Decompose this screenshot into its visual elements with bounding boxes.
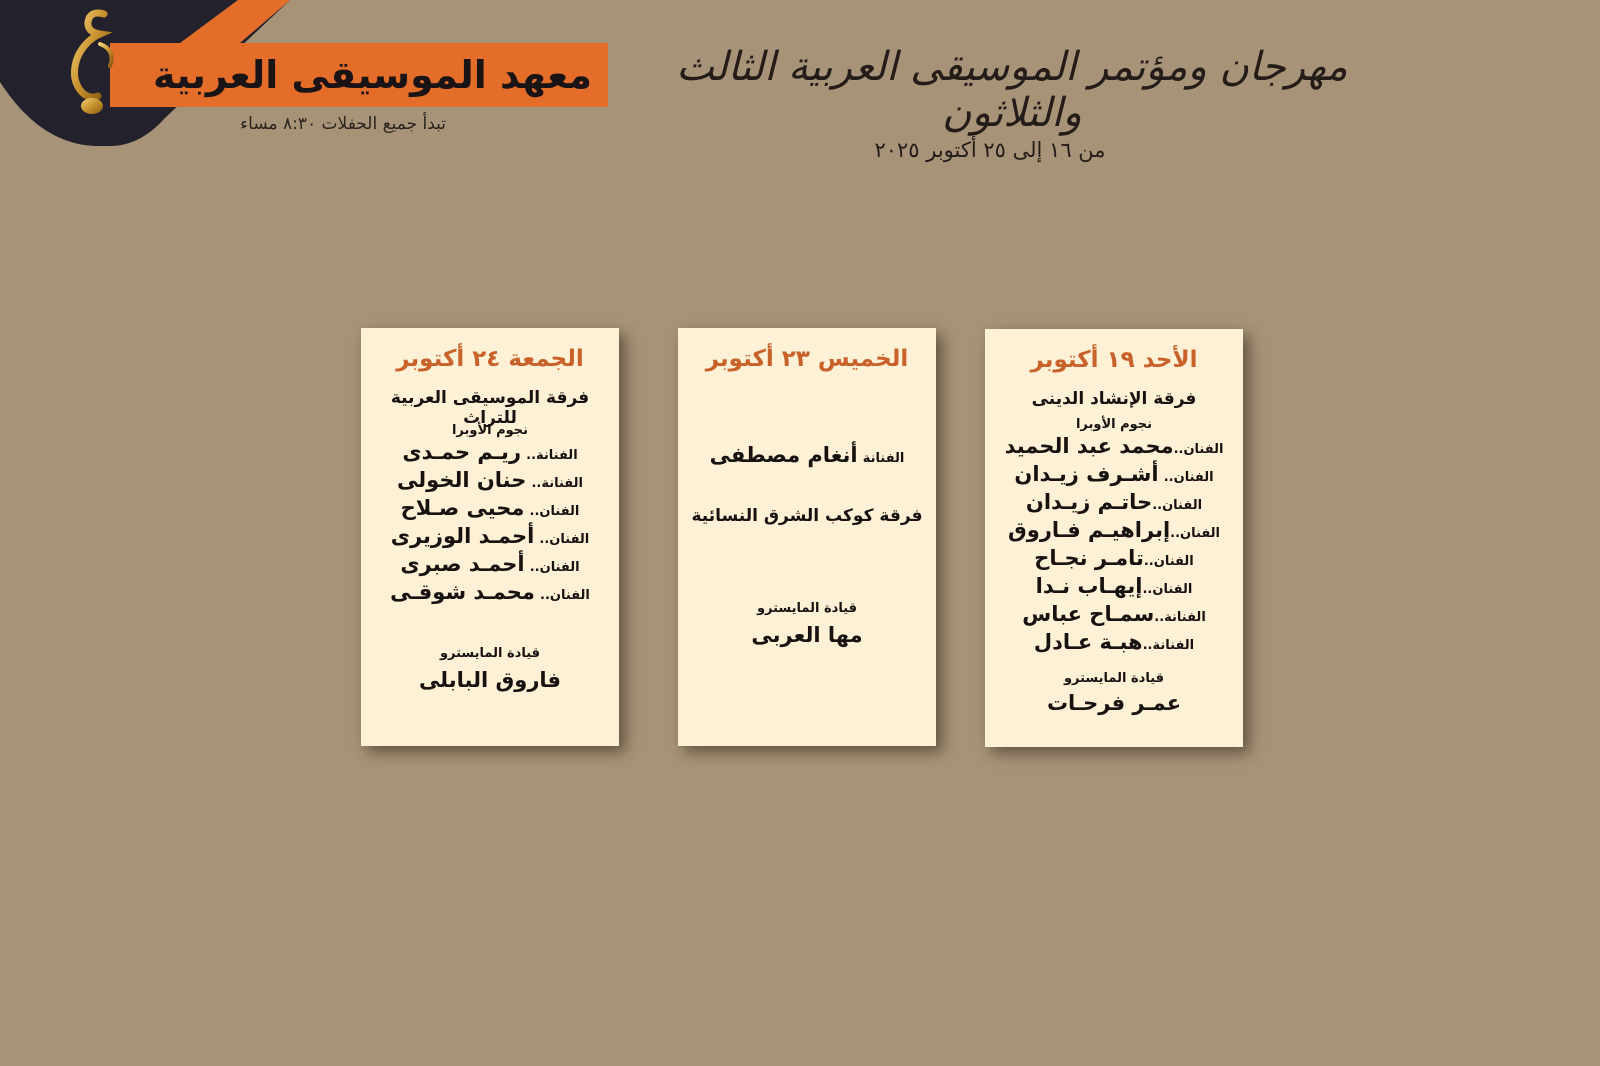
ensemble-name: فرقة كوكب الشرق النسائية xyxy=(691,506,923,526)
start-time-note: تبدأ جميع الحفلات ٨:٣٠ مساء xyxy=(240,114,446,134)
maestro-label: قيادة المايسترو xyxy=(756,601,858,616)
artist-line: الفنان..إيهـاب نـدا xyxy=(1035,574,1193,598)
artist-line: الفنان.. أشـرف زيـدان xyxy=(1014,462,1214,486)
concert-card-friday xyxy=(361,328,619,746)
card-subheading: نجوم الأوبرا xyxy=(451,423,529,438)
org-title: معهد الموسيقى العربية xyxy=(153,53,592,97)
festival-dates: من ١٦ إلى ٢٥ أكتوبر ٢٠٢٥ xyxy=(874,138,1106,162)
maestro-name: فاروق البابلى xyxy=(418,668,562,692)
artist-line: الفنان.. أحمـد صبرى xyxy=(400,552,580,576)
card-subheading: نجوم الأوبرا xyxy=(1075,417,1153,432)
artist-line: الفنان..تامـر نجـاح xyxy=(1034,546,1194,570)
concert-card-thursday xyxy=(678,328,936,746)
card-date: الأحد ١٩ أكتوبر xyxy=(1030,347,1198,373)
artist-line: الفنانة.. ريـم حمـدى xyxy=(402,440,578,464)
artist-line: الفنان..حاتـم زيـدان xyxy=(1025,490,1203,514)
card-date: الجمعة ٢٤ أكتوبر xyxy=(396,346,584,372)
festival-title: مهرجان ومؤتمر الموسيقى العربية الثالث والثلاثون xyxy=(676,44,1348,136)
artist-line: الفنانة أنغام مصطفى xyxy=(709,443,905,467)
artist-line: الفنانة..هبـة عـادل xyxy=(1033,630,1195,654)
maestro-name: مها العربى xyxy=(751,623,863,647)
ensemble-name: فرقة الإنشاد الدينى xyxy=(1031,389,1197,409)
maestro-label: قيادة المايسترو xyxy=(439,646,541,661)
artist-line: الفنان.. محمـد شوقـى xyxy=(390,580,590,604)
concert-card-sunday xyxy=(985,329,1243,747)
artist-line: الفنان..محمد عبد الحميد xyxy=(1004,434,1224,458)
card-date: الخميس ٢٣ أكتوبر xyxy=(705,346,909,372)
artist-line: الفنانة.. حنان الخولى xyxy=(397,468,583,492)
artist-line: الفنان.. محيى صـلاح xyxy=(400,496,580,520)
ensemble-name: فرقة الموسيقى العربية للتراث xyxy=(390,388,590,428)
maestro-name: عمـر فرحـات xyxy=(1046,691,1182,715)
artist-line: الفنان..إبراهيـم فـاروق xyxy=(1007,518,1221,542)
artist-line: الفنان.. أحمـد الوزيرى xyxy=(390,524,590,548)
artist-line: الفنانة..سمـاح عباس xyxy=(1022,602,1206,626)
maestro-label: قيادة المايسترو xyxy=(1063,671,1165,686)
